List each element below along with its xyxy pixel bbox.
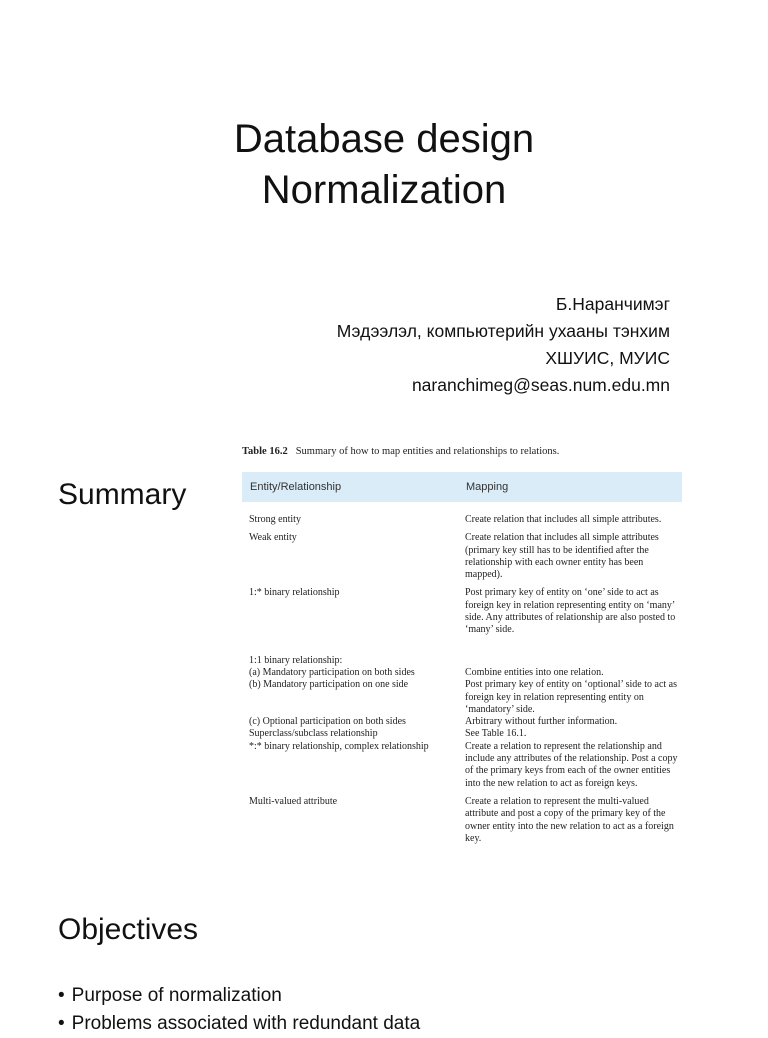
author-name: Б.Наранчимэг [555, 294, 670, 314]
table-row [242, 796, 682, 845]
entity-cell: Superclass/subclass relationship [249, 728, 378, 740]
table-row [242, 667, 682, 679]
author-email: naranchimeg@seas.num.edu.mn [411, 375, 670, 395]
presentation-title [0, 114, 768, 216]
table-header-row [242, 472, 682, 502]
table-row [242, 532, 682, 587]
table-row [242, 741, 682, 796]
mapping-table [242, 472, 682, 845]
author-department: Мэдээлэл, компьютерийн ухааны тэнхим [336, 321, 670, 341]
mapping-cell: Combine entities into one relation. [465, 666, 604, 678]
column-header-entity: Entity/Relationship [242, 472, 458, 502]
table-row [242, 679, 682, 716]
mapping-cell: Create relation that includes all simple attributes. [465, 514, 662, 525]
entity-cell: Multi-valued attribute [249, 795, 338, 807]
table-row [242, 514, 682, 532]
title-line-2: Normalization [261, 168, 507, 212]
table-row [242, 728, 682, 740]
mapping-cell: Create a relation to represent the multi-valued attribute and post a copy of the primary key of the owner entity into the new relation to act as a foreign key. [465, 795, 674, 844]
author-school: ХШУИС, МУИС [545, 348, 670, 368]
entity-cell: Weak entity [249, 532, 297, 544]
mapping-cell: Create relation that includes all simple attributes (primary key still has to be identified after the relationship with each owner entity has been mapped). [465, 532, 659, 581]
title-line-1: Database design [233, 117, 535, 161]
mapping-cell: Create a relation to represent the relationship and include any attributes of the relationship. Post a copy of the primary keys from each of the owner entities into the new relation to act as foreign keys. [465, 740, 678, 789]
objectives-list [58, 982, 420, 1038]
mapping-cell: Post primary key of entity on ‘optional’ side to act as foreign key in relation representing entity on ‘mandatory’ side. [465, 679, 677, 715]
entity-cell: 1:* binary relationship [249, 587, 340, 599]
mapping-cell: See Table 16.1. [465, 728, 527, 740]
objectives-slide [0, 900, 768, 1034]
list-item: • Problems associated with redundant data [58, 1010, 420, 1038]
entity-cell: 1:1 binary relationship: [249, 654, 343, 666]
entity-cell: (b) Mandatory participation on one side [249, 679, 409, 691]
table-row [242, 587, 682, 642]
mapping-cell [458, 655, 682, 667]
entity-cell: (c) Optional participation on both sides [249, 716, 406, 728]
summary-slide [0, 430, 768, 900]
table-number: Table 16.2 [242, 446, 288, 457]
mapping-cell: Arbitrary without further information. [465, 716, 618, 728]
column-header-mapping: Mapping [458, 472, 682, 502]
list-item: • Purpose of normalization [58, 982, 420, 1010]
summary-heading: Summary [58, 478, 187, 511]
objectives-heading: Objectives [58, 913, 199, 946]
entity-cell: Strong entity [249, 514, 301, 525]
table-row [242, 716, 682, 728]
table-row [242, 655, 682, 667]
mapping-cell: Post primary key of entity on ‘one’ side to act as foreign key in relation representing entity on ‘many’ side. Any attributes of relationship are also posted to ‘many’ side. [465, 587, 676, 636]
author-info [337, 291, 670, 399]
table-caption [242, 446, 559, 457]
entity-cell: (a) Mandatory participation on both sides [249, 666, 415, 678]
title-slide [0, 0, 768, 430]
entity-cell: *:* binary relationship, complex relationship [249, 740, 429, 752]
table-caption-text: Summary of how to map entities and relationships to relations. [295, 446, 560, 457]
